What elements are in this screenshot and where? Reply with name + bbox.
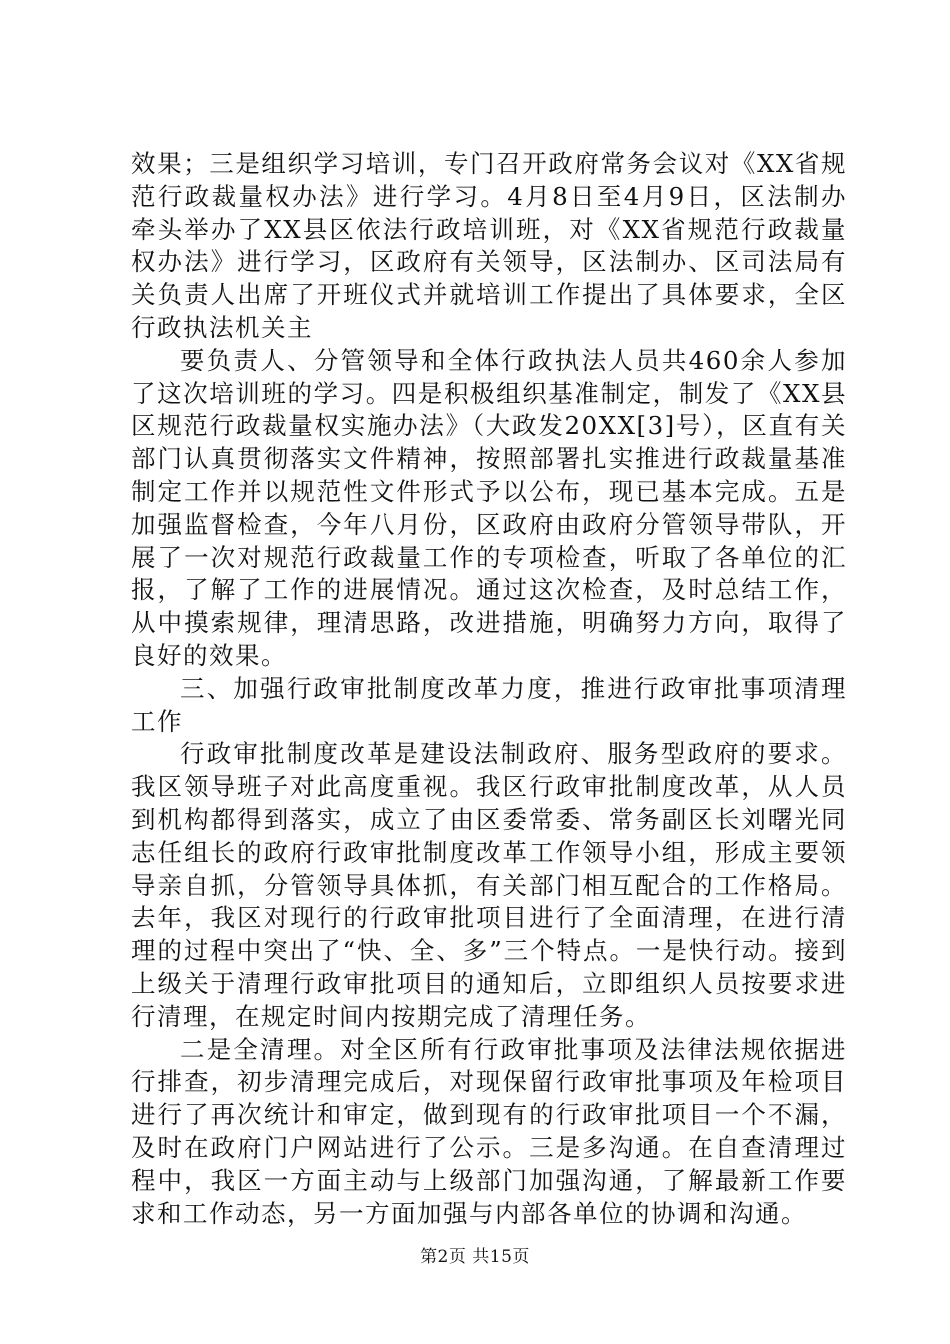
- paragraph-4: 二是全清理。对全区所有行政审批事项及法律法规依据进行排查，初步清理完成后，对现保留行政审批事项及年检项目进行了再次统计和审定，做到现有的行政审批项目一个不漏，及时在政府门户网站进行了公示。三是多沟通。在自查清理过程中，我区一方面主动与上级部门加强沟通，了解最新工作要求和工作动态，另一方面加强与内部各单位的协调和沟通。: [131, 1034, 847, 1228]
- paragraph-3: 行政审批制度改革是建设法制政府、服务型政府的要求。我区领导班子对此高度重视。我区行政审批制度改革，从人员到机构都得到落实，成立了由区委常委、常务副区长刘曙光同志任组长的政府行政审批制度改革工作领导小组，形成主要领导亲自抓，分管领导具体抓，有关部门相互配合的工作格局。去年，我区对现行的行政审批项目进行了全面清理，在进行清理的过程中突出了“快、全、多”三个特点。一是快行动。接到上级关于清理行政审批项目的通知后，立即组织人员按要求进行清理，在规定时间内按期完成了清理任务。: [131, 739, 847, 1031]
- paragraph-2: 要负责人、分管领导和全体行政执法人员共460余人参加了这次培训班的学习。四是积极组织基准制定，制发了《XX县区规范行政裁量权实施办法》（大政发20XX[3]号），区直有关部门认真贯彻落实文件精神，按照部署扎实推进行政裁量基准制定工作并以规范性文件形式予以公布，现已基本完成。五是加强监督检查，今年八月份，区政府由政府分管领导带队，开展了一次对规范行政裁量工作的专项检查，听取了各单位的汇报，了解了工作的进展情况。通过这次检查，及时总结工作，从中摸索规律，理清思路，改进措施，明确努力方向，取得了良好的效果。: [131, 345, 847, 670]
- paragraph-1: 效果；三是组织学习培训，专门召开政府常务会议对《XX省规范行政裁量权办法》进行学习。4月8日至4月9日，区法制办牵头举办了XX县区依法行政培训班，对《XX省规范行政裁量权办法》进行学习，区政府有关领导，区法制办、区司法局有关负责人出席了开班仪式并就培训工作提出了具体要求，全区行政执法机关主: [131, 149, 847, 342]
- page-number-footer: 第2页 共15页: [420, 1247, 530, 1267]
- document-body: [131, 148, 847, 1230]
- section-heading: 三、加强行政审批制度改革力度，推进行政审批事项清理工作: [131, 673, 847, 736]
